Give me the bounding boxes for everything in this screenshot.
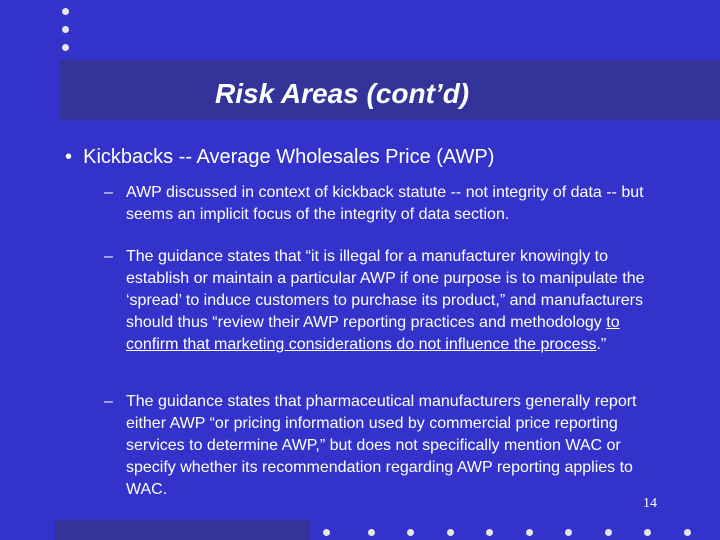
sub-bullet-3: [104, 391, 664, 501]
slide-title: Risk Areas (cont’d): [215, 78, 470, 109]
dash-icon: –: [104, 184, 113, 201]
main-bullet: [65, 146, 494, 169]
decor-dot: [447, 529, 454, 536]
decor-dot: [368, 529, 375, 536]
decor-dot: [62, 44, 69, 51]
bottom-bar: [55, 520, 310, 540]
decor-dot: [684, 529, 691, 536]
decor-dot: [62, 8, 69, 15]
bullet-icon: •: [65, 146, 73, 168]
decor-dot: [526, 529, 533, 536]
decor-dot: [565, 529, 572, 536]
dash-icon: –: [104, 393, 113, 410]
decor-dot: [323, 529, 330, 536]
decor-dot: [644, 529, 651, 536]
page-number: 14: [643, 496, 657, 511]
sub-bullet-1: [104, 182, 664, 226]
dash-icon: –: [104, 248, 113, 265]
sub-bullet-2: [104, 246, 664, 356]
decor-dot: [407, 529, 414, 536]
sub-bullet-text: [126, 246, 664, 356]
sub-bullet-text: AWP discussed in context of kickback statute -- not integrity of data -- but seems an implicit focus of the integrity of data section.: [126, 184, 644, 223]
sub2-underlined-text: to confirm that marketing considerations do not influence the process: [126, 314, 620, 353]
decor-dot: [62, 26, 69, 33]
sub2-closing: .”: [596, 336, 607, 353]
sub-bullet-text: The guidance states that pharmaceutical manufacturers generally report either AWP “or pricing information used by commercial price reporting services to determine AWP,” but does not specifically mention WAC or specify whether its recommendation regarding AWP reporting applies to WAC.: [126, 393, 637, 498]
decor-dot: [605, 529, 612, 536]
main-bullet-text: Kickbacks -- Average Wholesales Price (AWP): [83, 146, 495, 168]
sub2-text: The guidance states that “it is illegal for a manufacturer knowingly to establish or maintain a particular AWP if one purpose is to manipulate the ‘spread’ to induce customers to purchase its product,” and manufacturers should thus “review their AWP reporting practices and methodology: [126, 248, 645, 331]
decor-dot: [486, 529, 493, 536]
